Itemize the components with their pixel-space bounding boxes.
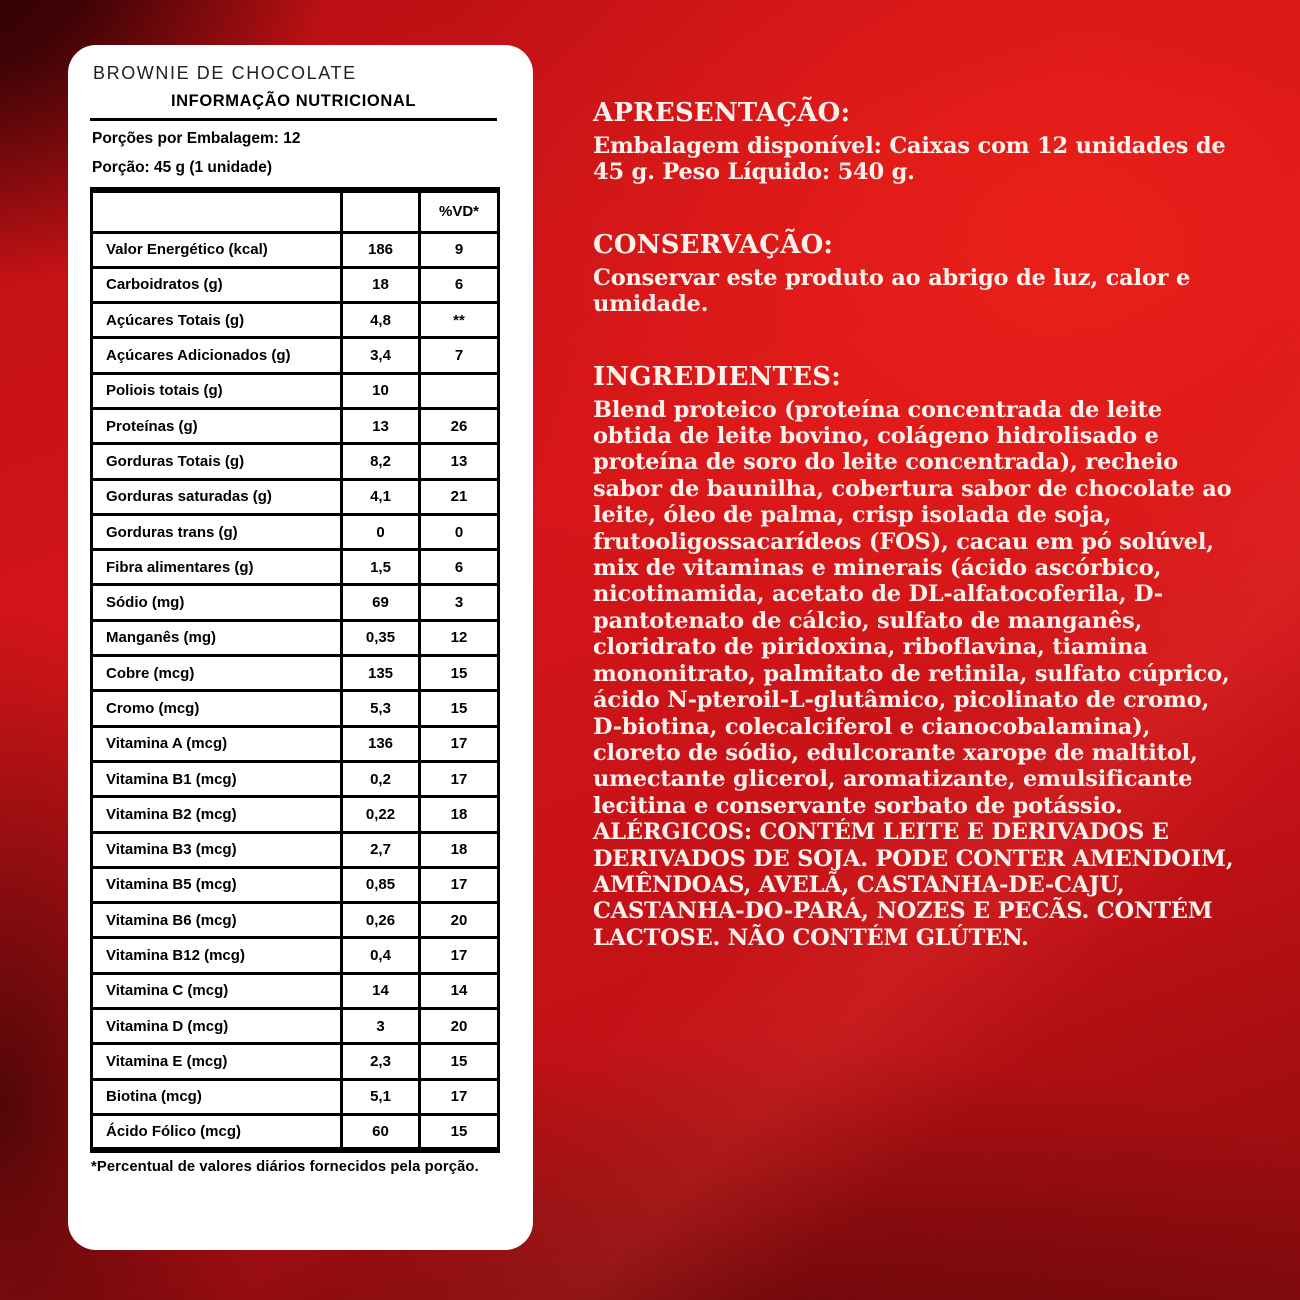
nutrient-name: Carboidratos (g) [92, 267, 342, 302]
nutrient-name: Gorduras trans (g) [92, 514, 342, 549]
nutrient-vd: 18 [420, 797, 499, 832]
nutrient-value: 0,22 [342, 797, 420, 832]
vd-footnote: *Percentual de valores diários fornecidos pela porção. [91, 1158, 479, 1175]
nutrient-row [92, 1009, 499, 1044]
nutrient-vd: 13 [420, 444, 499, 479]
nutrient-value: 0,85 [342, 867, 420, 902]
nutrient-name: Vitamina B12 (mcg) [92, 938, 342, 973]
nutrient-name: Sódio (mg) [92, 585, 342, 620]
nutrient-name: Manganês (mg) [92, 620, 342, 655]
nutrient-vd: 3 [420, 585, 499, 620]
nutrient-vd: 6 [420, 550, 499, 585]
nutrient-vd: 18 [420, 832, 499, 867]
nutrition-table [90, 187, 500, 1153]
section-conservacao [593, 230, 1241, 318]
nutrient-row [92, 973, 499, 1008]
product-title: BROWNIE DE CHOCOLATE [93, 63, 357, 83]
info-text-column [593, 98, 1241, 995]
nutrient-vd: ** [420, 303, 499, 338]
nutrient-vd: 20 [420, 1009, 499, 1044]
nutrient-row [92, 797, 499, 832]
header-nutrient-blank [92, 190, 342, 232]
nutrient-value: 18 [342, 267, 420, 302]
nutrient-value: 60 [342, 1114, 420, 1149]
nutrient-value: 1,5 [342, 550, 420, 585]
nutrient-row [92, 761, 499, 796]
nutrient-value: 3 [342, 1009, 420, 1044]
nutrient-vd: 14 [420, 973, 499, 1008]
nutrient-vd: 17 [420, 938, 499, 973]
nutrient-row [92, 1044, 499, 1079]
header-amount-blank [342, 190, 420, 232]
nutrient-value: 5,1 [342, 1079, 420, 1114]
nutrient-row [92, 232, 499, 267]
nutrient-row [92, 656, 499, 691]
nutrient-vd: 17 [420, 761, 499, 796]
nutrient-vd: 9 [420, 232, 499, 267]
ingredientes-heading: INGREDIENTES: [593, 361, 841, 392]
nutrient-value: 0,35 [342, 620, 420, 655]
nutrient-value: 3,4 [342, 338, 420, 373]
nutrient-name: Vitamina B3 (mcg) [92, 832, 342, 867]
conservacao-heading: CONSERVAÇÃO: [593, 229, 834, 260]
nutrient-name: Fibra alimentares (g) [92, 550, 342, 585]
nutrient-value: 0,2 [342, 761, 420, 796]
nutrient-name: Vitamina E (mcg) [92, 1044, 342, 1079]
nutrient-name: Gorduras saturadas (g) [92, 479, 342, 514]
nutrient-vd: 20 [420, 903, 499, 938]
nutrition-table-body [92, 232, 499, 1150]
apresentacao-heading: APRESENTAÇÃO: [593, 98, 851, 128]
nutrient-value: 2,3 [342, 1044, 420, 1079]
nutrient-name: Biotina (mcg) [92, 1079, 342, 1114]
nutrient-value: 8,2 [342, 444, 420, 479]
nutrient-value: 69 [342, 585, 420, 620]
nutrient-value: 186 [342, 232, 420, 267]
nutrient-value: 0,26 [342, 903, 420, 938]
nutrient-value: 135 [342, 656, 420, 691]
nutrient-value: 2,7 [342, 832, 420, 867]
servings-per-package: Porções por Embalagem: 12 [92, 130, 301, 147]
nutrient-vd: 17 [420, 867, 499, 902]
nutrient-row [92, 1079, 499, 1114]
alergicos-statement: ALÉRGICOS: CONTÉM LEITE E DERIVADOS E DERIVADOS DE SOJA. PODE CONTER AMENDOIM, AMÊNDOAS, AVELÃ, CASTANHA-DE-CAJU, CASTANHA-DO-PARÁ, NOZES E PECÃS. CONTÉM LACTOSE. NÃO CONTÉM GLÚTEN. [593, 819, 1234, 951]
nutrient-row [92, 938, 499, 973]
nutrient-row [92, 832, 499, 867]
nutrient-row [92, 550, 499, 585]
nutrient-value: 4,1 [342, 479, 420, 514]
nutrient-row [92, 691, 499, 726]
nutrient-vd: 0 [420, 514, 499, 549]
nutrient-vd: 6 [420, 267, 499, 302]
nutrient-row [92, 867, 499, 902]
nutrient-row [92, 903, 499, 938]
nutrition-table-title: INFORMAÇÃO NUTRICIONAL [90, 92, 497, 121]
nutrient-value: 5,3 [342, 691, 420, 726]
nutrient-value: 136 [342, 726, 420, 761]
apresentacao-body: Embalagem disponível: Caixas com 12 unidades de 45 g. Peso Líquido: 540 g. [593, 133, 1226, 186]
nutrient-vd: 21 [420, 479, 499, 514]
nutrient-vd: 17 [420, 1079, 499, 1114]
nutrient-name: Açúcares Totais (g) [92, 303, 342, 338]
nutrient-row [92, 444, 499, 479]
nutrient-vd: 15 [420, 691, 499, 726]
nutrient-vd: 15 [420, 1044, 499, 1079]
nutrient-name: Vitamina D (mcg) [92, 1009, 342, 1044]
nutrient-name: Gorduras Totais (g) [92, 444, 342, 479]
nutrient-vd: 15 [420, 1114, 499, 1149]
header-vd: %VD* [420, 190, 499, 232]
nutrient-name: Valor Energético (kcal) [92, 232, 342, 267]
nutrient-value: 0 [342, 514, 420, 549]
nutrient-name: Vitamina B5 (mcg) [92, 867, 342, 902]
nutrient-name: Vitamina B1 (mcg) [92, 761, 342, 796]
nutrient-name: Ácido Fólico (mcg) [92, 1114, 342, 1149]
nutrient-row [92, 303, 499, 338]
nutrient-row [92, 585, 499, 620]
nutrient-vd: 7 [420, 338, 499, 373]
nutrient-row [92, 267, 499, 302]
nutrient-name: Vitamina B2 (mcg) [92, 797, 342, 832]
nutrient-value: 0,4 [342, 938, 420, 973]
section-apresentacao [593, 98, 1241, 186]
nutrient-name: Poliois totais (g) [92, 373, 342, 408]
nutrient-row [92, 1114, 499, 1149]
nutrient-name: Proteínas (g) [92, 408, 342, 443]
nutrient-value: 10 [342, 373, 420, 408]
nutrient-name: Açúcares Adicionados (g) [92, 338, 342, 373]
nutrient-name: Vitamina A (mcg) [92, 726, 342, 761]
ingredientes-body: Blend proteico (proteína concentrada de leite obtida de leite bovino, colágeno hidrolisado e proteína de soro do leite concentrada), recheio sabor de baunilha, cobertura sabor de chocolate ao leite, óleo de palma, crisp isolada de soja, frutooligossacarídeos (FOS), cacau em pó solúvel, mix de vitaminas e minerais (ácido ascórbico, nicotinamida, acetato de DL-alfatocoferila, D-pantotenato de cálcio, sulfato de manganês, cloridrato de piridoxina, riboflavina, tiamina mononitrato, palmitato de retinila, sulfato cúprico, ácido N-pteroil-L-glutâmico, picolinato de cromo, D-biotina, colecalciferol e cianocobalamina), cloreto de sódio, edulcorante xarope de maltitol, umectante glicerol, aromatizante, emulsificante lecitina e conservante sorbato de potássio. [593, 396, 1232, 819]
conservacao-body: Conservar este produto ao abrigo de luz, calor e umidade. [593, 264, 1191, 318]
nutrient-row [92, 338, 499, 373]
nutrient-row [92, 726, 499, 761]
nutrient-row [92, 373, 499, 408]
nutrient-value: 14 [342, 973, 420, 1008]
nutrient-value: 13 [342, 408, 420, 443]
nutrient-vd: 17 [420, 726, 499, 761]
nutrition-facts-card [68, 45, 533, 1250]
nutrient-name: Vitamina C (mcg) [92, 973, 342, 1008]
nutrient-name: Cobre (mcg) [92, 656, 342, 691]
nutrient-row [92, 620, 499, 655]
serving-size: Porção: 45 g (1 unidade) [92, 159, 273, 176]
nutrient-row [92, 479, 499, 514]
nutrient-vd [420, 373, 499, 408]
section-ingredientes [593, 362, 1241, 952]
nutrient-row [92, 514, 499, 549]
nutrient-vd: 15 [420, 656, 499, 691]
table-header-row [92, 190, 499, 232]
nutrient-value: 4,8 [342, 303, 420, 338]
nutrient-row [92, 408, 499, 443]
nutrient-vd: 26 [420, 408, 499, 443]
nutrient-name: Cromo (mcg) [92, 691, 342, 726]
nutrient-vd: 12 [420, 620, 499, 655]
nutrient-name: Vitamina B6 (mcg) [92, 903, 342, 938]
